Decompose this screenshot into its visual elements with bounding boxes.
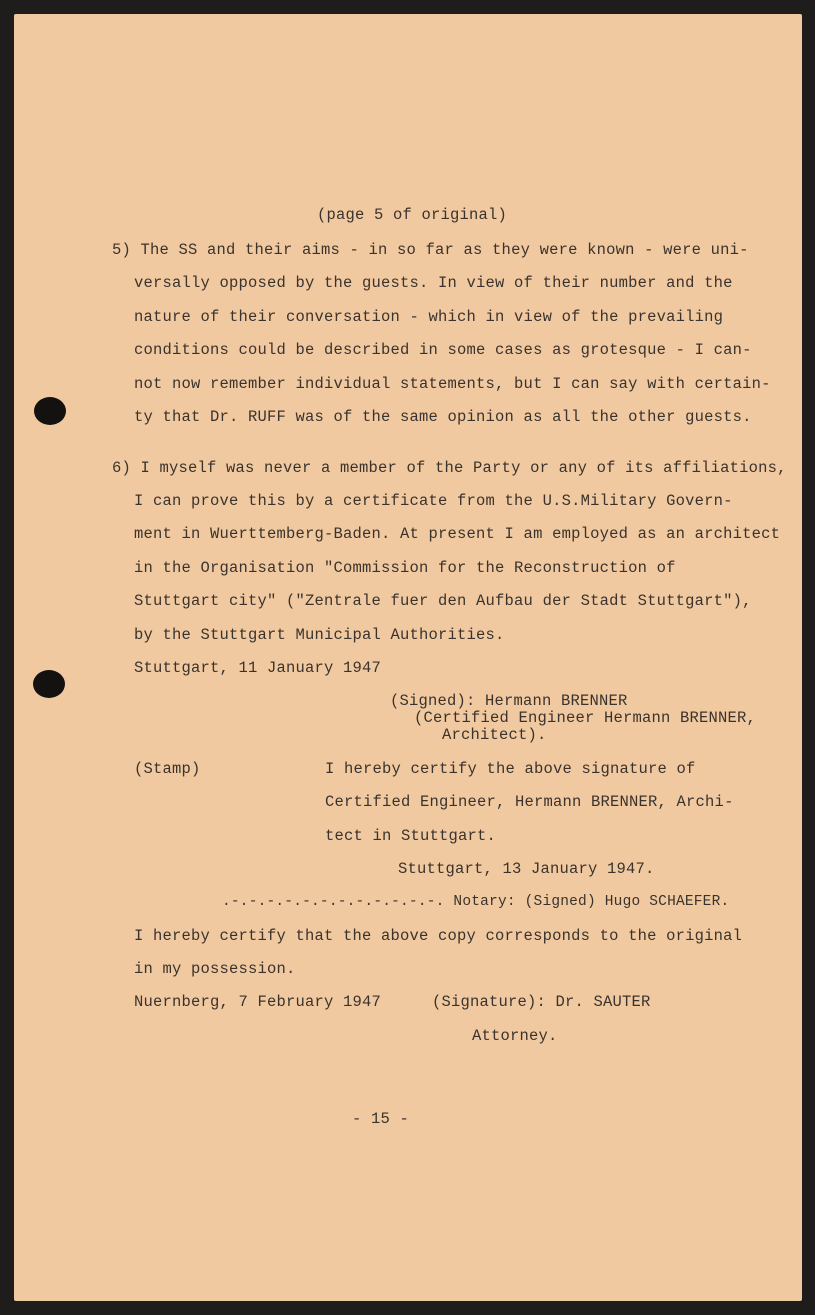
section6-line: 6) I myself was never a member of the Party or any of its affiliations,	[112, 459, 787, 477]
signed-line: Architect).	[442, 726, 547, 744]
punch-hole-bottom	[33, 670, 65, 698]
section6-line: by the Stuttgart Municipal Authorities.	[134, 626, 505, 644]
section5-line: versally opposed by the guests. In view of their number and the	[134, 274, 733, 292]
certify-line: tect in Stuttgart.	[325, 827, 497, 845]
section6-line: Stuttgart city" ("Zentrale fuer den Aufbau der Stadt Stuttgart"),	[134, 592, 752, 610]
certify-date: Stuttgart, 13 January 1947.	[398, 860, 655, 878]
stamp-label: (Stamp)	[134, 760, 201, 778]
section5-line: ty that Dr. RUFF was of the same opinion as all the other guests.	[134, 408, 752, 426]
signed-line: (Signed): Hermann BRENNER	[390, 692, 628, 710]
copy-certification-line: I hereby certify that the above copy corresponds to the original	[134, 927, 743, 945]
section5-line: 5) The SS and their aims - in so far as they were known - were uni-	[112, 241, 749, 259]
section5-line: conditions could be described in some cases as grotesque - I can-	[134, 341, 752, 359]
certify-line: Certified Engineer, Hermann BRENNER, Archi-	[325, 793, 734, 811]
certify-line: I hereby certify the above signature of	[325, 760, 696, 778]
page-number: - 15 -	[352, 1110, 410, 1128]
section5-line: nature of their conversation - which in view of the prevailing	[134, 308, 724, 326]
section6-line: I can prove this by a certificate from the U.S.Military Govern-	[134, 492, 733, 510]
section5-line: not now remember individual statements, but I can say with certain-	[134, 375, 771, 393]
section6-line: ment in Wuerttemberg-Baden. At present I am employed as an architect	[134, 525, 781, 543]
section6-line: in the Organisation "Commission for the Reconstruction of	[134, 559, 676, 577]
notary-line: .-.-.-.-.-.-.-.-.-.-.-.-. Notary: (Signed) Hugo SCHAEFER.	[222, 894, 730, 910]
place-date-stuttgart: Stuttgart, 11 January 1947	[134, 659, 382, 677]
signed-line: (Certified Engineer Hermann BRENNER,	[414, 709, 757, 727]
signature-label: (Signature): Dr. SAUTER	[432, 993, 651, 1011]
page-header: (page 5 of original)	[317, 206, 508, 224]
attorney-label: Attorney.	[472, 1027, 558, 1045]
punch-hole-top	[34, 397, 66, 425]
nuernberg-date: Nuernberg, 7 February 1947	[134, 993, 382, 1011]
copy-certification-line: in my possession.	[134, 960, 296, 978]
